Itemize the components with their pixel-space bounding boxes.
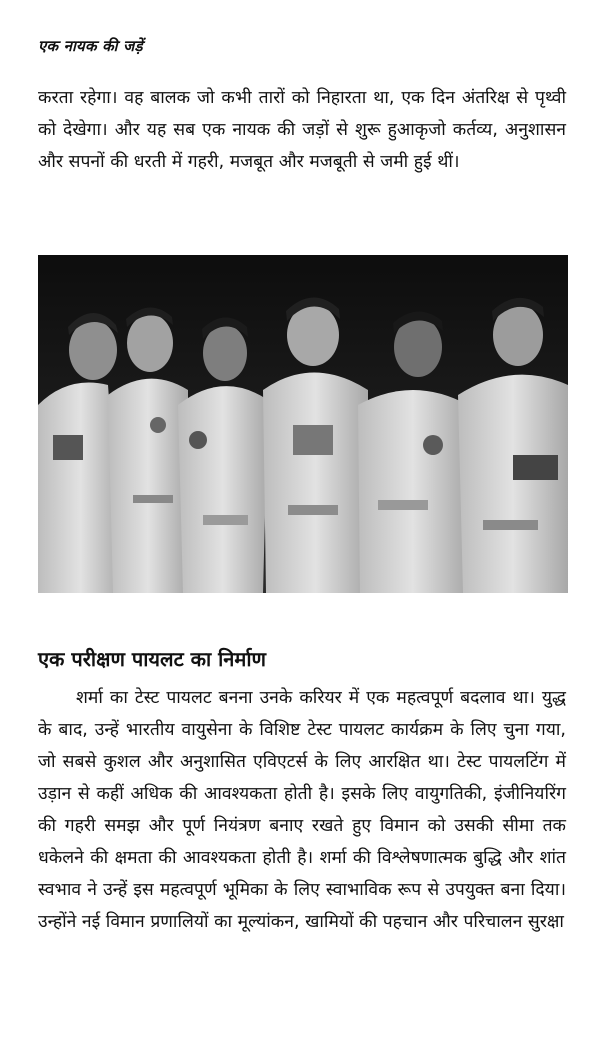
intro-paragraph: करता रहेगा। वह बालक जो कभी तारों को निहारता था, एक दिन अंतरिक्ष से पृथ्वी को देखेगा। और यह सब एक नायक की जड़ों से शुरू हुआकृजो कर्तव्य, अनुशासन और सपनों की धरती में गहरी, मजबूत और मजबूती से जमी हुई थीं।	[38, 88, 566, 172]
running-header: एक नायक की जड़ें	[38, 37, 143, 55]
section-body-paragraph: शर्मा का टेस्ट पायलट बनना उनके करियर में एक महत्वपूर्ण बदलाव था। युद्ध के बाद, उन्हें भारतीय वायुसेना के विशिष्ट टेस्ट पायलट कार्यक्रम के लिए चुना गया, जो सबसे कुशल और अनुशासित एविएटर्स के लिए आरक्षित था। टेस्ट पायलटिंग में उड़ान से कहीं अधिक की आवश्यकता होती है। इसके लिए वायुगतिकी, इंजीनियरिंग की गहरी समझ और पूर्ण नियंत्रण बनाए रखते हुए विमान को उसकी सीमा तक धकेलने की क्षमता की आवश्यकता होती है। शर्मा की विश्लेषणात्मक बुद्धि और शांत स्वभाव ने उन्हें इस महत्वपूर्ण भूमिका के लिए स्वाभाविक रूप से उपयुक्त बना दिया। उन्होंने नई विमान प्रणालियों का मूल्यांकन, खामियों की पहचान और परिचालन सुरक्षा	[38, 688, 566, 932]
cosmonauts-photo	[38, 255, 568, 593]
cosmonauts-photo-illustration	[38, 255, 568, 593]
section-heading: एक परीक्षण पायलट का निर्माण	[38, 647, 266, 671]
